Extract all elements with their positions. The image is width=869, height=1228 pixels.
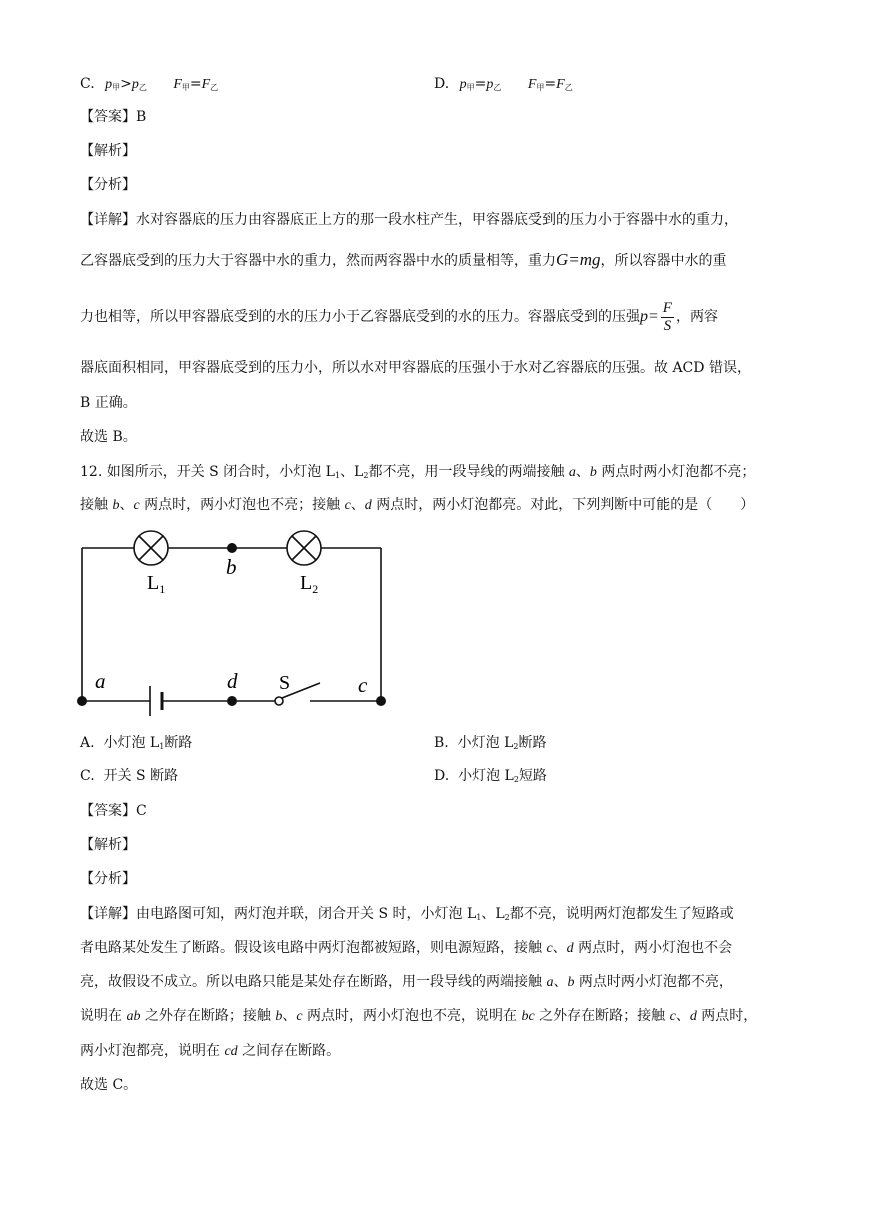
- q12-jiexi-heading: 【解析】: [80, 837, 136, 853]
- label-b: b: [226, 555, 237, 579]
- label-a: a: [95, 669, 106, 693]
- q11-detail-line-4: 器底面积相同，甲容器底受到的压力小，所以水对甲容器底的压强小于水对乙容器底的压强。故 ACD 错误，: [80, 360, 751, 376]
- label-l2: $L_2$: [300, 572, 319, 596]
- battery-icon: [150, 686, 162, 716]
- q12-option-d: D. 小灯泡 $L_2$短路: [434, 768, 547, 784]
- circuit-diagram: [70, 525, 400, 725]
- node-a: [77, 696, 87, 706]
- q12-answer: 【答案】C: [80, 803, 147, 819]
- q12-detail-line-2: 者电路某处发生了断路。假设该电路中两灯泡都被短路，则电源短路，接触 c、d 两点时，两小灯泡也不会: [80, 940, 733, 956]
- label-s: S: [279, 672, 291, 694]
- lamp-l2-icon: [287, 531, 321, 565]
- node-d: [227, 696, 237, 706]
- q11-answer: 【答案】B: [80, 109, 147, 125]
- q12-fenxi-heading: 【分析】: [80, 871, 136, 887]
- q12-detail-line-3: 亮，故假设不成立。所以电路只能是某处存在断路，用一段导线的两端接触 a、b 两点时两小灯泡都不亮，: [80, 974, 733, 990]
- q12-detail-line-1: 【详解】由电路图可知，两灯泡并联，闭合开关 S 时，小灯泡 $L_1$、$L_2$都不亮，说明两灯泡都发生了短路或: [80, 906, 734, 922]
- node-c: [376, 696, 386, 706]
- q11-jiexi-heading: 【解析】: [80, 143, 136, 159]
- q11-detail-line-1: 【详解】水对容器底的压力由容器底正上方的那一段水柱产生，甲容器底受到的压力小于容器中水的重力，: [80, 212, 738, 228]
- node-b: [227, 543, 237, 553]
- q12-conclusion: 故选 C。: [80, 1077, 138, 1093]
- q11-detail-line-5: B 正确。: [80, 395, 137, 411]
- label-l1: $L_1$: [147, 572, 166, 596]
- label-d: d: [227, 669, 238, 693]
- q12-stem-line-2: 接触 b、c 两点时，两小灯泡也不亮；接触 c、d 两点时，两小灯泡都亮。对此，下列判断中可能的是（ ）: [80, 497, 755, 513]
- q12-option-a: A. 小灯泡 $L_1$断路: [80, 735, 193, 751]
- q11-conclusion: 故选 B。: [80, 429, 137, 445]
- q12-stem-line-1: 12. 如图所示，开关 S 闭合时，小灯泡 $L_1$、$L_2$都不亮，用一段导线的两端接触 a、b 两点时两小灯泡都不亮；: [80, 464, 756, 480]
- q11-detail-line-2: 乙容器底受到的压力大于容器中水的重力，然而两容器中水的质量相等，重力G=mg，所以容器中水的重: [80, 250, 727, 269]
- q12-option-b: B. 小灯泡 $L_2$断路: [434, 735, 547, 751]
- formula-gravity: G=mg: [556, 250, 601, 269]
- q11-option-d: D. $p_甲=p_乙$ $F_甲=F_乙$: [434, 76, 573, 92]
- q11-option-c: C. $p_甲>p_乙$ $F_甲=F_乙$: [80, 76, 219, 92]
- formula-pressure: p=: [640, 308, 659, 325]
- q12-detail-line-4: 说明在 ab 之外存在断路；接触 b、c 两点时，两小灯泡也不亮，说明在 bc 之外存在断路；接触 c、d 两点时，: [80, 1008, 758, 1024]
- q11-fenxi-heading: 【分析】: [80, 177, 136, 193]
- lamp-l1-icon: [134, 531, 168, 565]
- fraction-f-over-s: $\frac{F}{S}$: [662, 299, 672, 334]
- q11-detail-line-3: 力也相等，所以甲容器底受到的水的压力小于乙容器底受到的水的压力。容器底受到的压强p= $\frac{F}{S}$ ，两容: [80, 299, 718, 334]
- label-c: c: [358, 673, 368, 697]
- q12-detail-line-5: 两小灯泡都亮，说明在 cd 之间存在断路。: [80, 1043, 341, 1059]
- q12-option-c: C. 开关 S 断路: [80, 768, 179, 784]
